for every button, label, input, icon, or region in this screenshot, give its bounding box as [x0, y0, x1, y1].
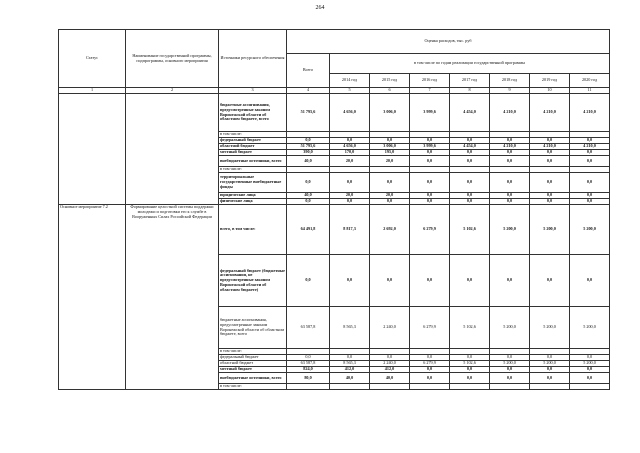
- page-number: 264: [315, 5, 325, 11]
- value-cell: 5 102,6: [450, 361, 490, 367]
- column-number: 9: [490, 88, 530, 94]
- value-cell: 20,0: [370, 156, 410, 167]
- value-cell: 0,0: [450, 355, 490, 361]
- value-cell: 5 102,6: [450, 307, 490, 349]
- value-cell: 4 210,0: [490, 94, 530, 132]
- value-cell: 63 587,8: [287, 307, 330, 349]
- value-cell: 0,0: [450, 173, 490, 193]
- value-cell: 0,0: [530, 193, 570, 199]
- value-cell: 51 795,6: [287, 94, 330, 132]
- value-cell: 170,0: [330, 150, 370, 156]
- column-number: 7: [410, 88, 450, 94]
- value-cell: 0,0: [570, 355, 610, 361]
- value-cell: 0,0: [450, 255, 490, 307]
- header-year: 2019 год: [530, 74, 570, 88]
- value-cell: 4 656,0: [330, 94, 370, 132]
- value-cell: 5 102,6: [450, 205, 490, 255]
- value-cell: 0,0: [287, 173, 330, 193]
- value-cell: 4 210,0: [570, 94, 610, 132]
- value-cell: 0,0: [410, 255, 450, 307]
- value-cell: [450, 384, 490, 390]
- value-cell: 0,0: [490, 193, 530, 199]
- value-cell: 390,0: [287, 150, 330, 156]
- value-cell: 3 999,6: [410, 144, 450, 150]
- source-label: в том числе:: [219, 167, 287, 173]
- value-cell: 0,0: [530, 199, 570, 205]
- value-cell: 0,0: [410, 193, 450, 199]
- value-cell: 20,0: [330, 193, 370, 199]
- value-cell: 0,0: [570, 173, 610, 193]
- source-label: в том числе:: [219, 349, 287, 355]
- source-label: местный бюджет: [219, 367, 287, 373]
- name-cell-empty: [126, 94, 219, 205]
- column-number: 3: [219, 88, 287, 94]
- value-cell: 412,0: [370, 367, 410, 373]
- value-cell: 0,0: [370, 255, 410, 307]
- source-label: федеральный бюджет: [219, 355, 287, 361]
- value-cell: 0,0: [410, 199, 450, 205]
- value-cell: 0,0: [490, 156, 530, 167]
- value-cell: 5 200,0: [570, 205, 610, 255]
- value-cell: 4 210,0: [570, 144, 610, 150]
- table-row: [59, 94, 610, 132]
- value-cell: 6 279,9: [410, 307, 450, 349]
- value-cell: 0,0: [450, 373, 490, 384]
- value-cell: 0,0: [287, 355, 330, 361]
- value-cell: 0,0: [330, 355, 370, 361]
- column-number: 5: [330, 88, 370, 94]
- value-cell: 195,0: [370, 150, 410, 156]
- source-label: местный бюджет: [219, 150, 287, 156]
- value-cell: 0,0: [410, 373, 450, 384]
- value-cell: 0,0: [450, 150, 490, 156]
- measure-name-cell: Формирование целостной системы поддержки молодежи и подготовки его к службе в Вооруженных Силах Российской Федерации: [126, 205, 219, 390]
- value-cell: 40,0: [287, 156, 330, 167]
- value-cell: 2 692,0: [370, 205, 410, 255]
- value-cell: 0,0: [490, 150, 530, 156]
- value-cell: 6 279,9: [410, 361, 450, 367]
- column-number: 6: [370, 88, 410, 94]
- value-cell: 412,0: [330, 367, 370, 373]
- value-cell: 0,0: [450, 156, 490, 167]
- value-cell: 4 210,0: [530, 94, 570, 132]
- source-label: в том числе:: [219, 384, 287, 390]
- column-number: 11: [570, 88, 610, 94]
- value-cell: [490, 384, 530, 390]
- header-year: 2017 год: [450, 74, 490, 88]
- value-cell: 0,0: [370, 173, 410, 193]
- value-cell: 20,0: [330, 156, 370, 167]
- value-cell: 5 200,0: [530, 205, 570, 255]
- header-year: 2015 год: [370, 74, 410, 88]
- value-cell: 63 587,8: [287, 361, 330, 367]
- value-cell: 0,0: [570, 367, 610, 373]
- source-label: бюджетные ассигнования, предусмотренные законом Воронежской области об областном бюджете, всего: [219, 307, 287, 349]
- value-cell: 3 006,0: [370, 144, 410, 150]
- value-cell: 0,0: [530, 367, 570, 373]
- source-label: федеральный бюджет (бюджетные ассигнования, не предусмотренные законом Воронежской области об областном бюджете): [219, 255, 287, 307]
- value-cell: 40,0: [330, 373, 370, 384]
- value-cell: [570, 384, 610, 390]
- value-cell: 5 200,0: [490, 205, 530, 255]
- value-cell: 80,0: [287, 373, 330, 384]
- column-number: 8: [450, 88, 490, 94]
- header-year: 2020 год: [570, 74, 610, 88]
- source-label: внебюджетные источники, всего: [219, 373, 287, 384]
- value-cell: 0,0: [410, 367, 450, 373]
- source-label: федеральный бюджет: [219, 138, 287, 144]
- value-cell: 824,0: [287, 367, 330, 373]
- value-cell: 0,0: [490, 367, 530, 373]
- value-cell: 0,0: [330, 255, 370, 307]
- source-label: в том числе:: [219, 132, 287, 138]
- value-cell: 0,0: [370, 355, 410, 361]
- value-cell: 0,0: [570, 199, 610, 205]
- value-cell: [330, 384, 370, 390]
- value-cell: [287, 384, 330, 390]
- value-cell: 0,0: [450, 193, 490, 199]
- value-cell: 20,0: [370, 193, 410, 199]
- value-cell: 0,0: [370, 138, 410, 144]
- value-cell: 0,0: [410, 138, 450, 144]
- value-cell: 2 240,0: [370, 361, 410, 367]
- value-cell: 5 200,0: [490, 307, 530, 349]
- column-number: 1: [59, 88, 126, 94]
- value-cell: 0,0: [490, 173, 530, 193]
- value-cell: 40,0: [287, 193, 330, 199]
- value-cell: 0,0: [330, 199, 370, 205]
- value-cell: 0,0: [410, 156, 450, 167]
- column-number: 10: [530, 88, 570, 94]
- header-name: Наименование государственной программы, подпрограммы, основного мероприятия: [126, 30, 219, 88]
- value-cell: 0,0: [287, 199, 330, 205]
- value-cell: 0,0: [530, 373, 570, 384]
- value-cell: 0,0: [450, 138, 490, 144]
- source-label: юридические лица: [219, 193, 287, 199]
- value-cell: 4 210,0: [530, 144, 570, 150]
- header-status: Статус: [59, 30, 126, 88]
- table-row: [59, 205, 610, 255]
- source-label: областной бюджет: [219, 144, 287, 150]
- header-estimate: Оценка расходов, тыс. руб: [287, 30, 610, 54]
- value-cell: 0,0: [570, 150, 610, 156]
- value-cell: 0,0: [490, 199, 530, 205]
- column-number: 2: [126, 88, 219, 94]
- value-cell: 0,0: [410, 355, 450, 361]
- value-cell: 5 200,0: [570, 361, 610, 367]
- header-year: 2014 год: [330, 74, 370, 88]
- value-cell: 0,0: [530, 173, 570, 193]
- value-cell: 0,0: [530, 138, 570, 144]
- header-year: 2018 год: [490, 74, 530, 88]
- value-cell: [530, 384, 570, 390]
- value-cell: 40,0: [370, 373, 410, 384]
- column-number: 4: [287, 88, 330, 94]
- budget-table: [58, 29, 610, 390]
- value-cell: 0,0: [530, 355, 570, 361]
- source-label: физические лица: [219, 199, 287, 205]
- value-cell: 5 200,0: [570, 307, 610, 349]
- value-cell: 8 565,3: [330, 361, 370, 367]
- source-label: всего, в том числе:: [219, 205, 287, 255]
- value-cell: 0,0: [410, 173, 450, 193]
- value-cell: 5 200,0: [490, 361, 530, 367]
- value-cell: 2 240,0: [370, 307, 410, 349]
- value-cell: 0,0: [410, 150, 450, 156]
- value-cell: 51 795,6: [287, 144, 330, 150]
- value-cell: 0,0: [570, 156, 610, 167]
- value-cell: 8 817,3: [330, 205, 370, 255]
- value-cell: 4 454,0: [450, 94, 490, 132]
- source-label: внебюджетные источники, всего: [219, 156, 287, 167]
- value-cell: 0,0: [530, 156, 570, 167]
- value-cell: 0,0: [530, 255, 570, 307]
- value-cell: 0,0: [287, 138, 330, 144]
- value-cell: 3 999,6: [410, 94, 450, 132]
- value-cell: [370, 384, 410, 390]
- value-cell: [410, 384, 450, 390]
- value-cell: 0,0: [490, 138, 530, 144]
- value-cell: 0,0: [370, 199, 410, 205]
- value-cell: 8 565,3: [330, 307, 370, 349]
- value-cell: 0,0: [570, 255, 610, 307]
- value-cell: 0,0: [330, 173, 370, 193]
- value-cell: 4 210,0: [490, 144, 530, 150]
- value-cell: 4 454,0: [450, 144, 490, 150]
- value-cell: 0,0: [570, 138, 610, 144]
- header-source: Источники ресурсного обеспечения: [219, 30, 287, 88]
- value-cell: 0,0: [330, 138, 370, 144]
- value-cell: 0,0: [490, 355, 530, 361]
- source-label: территориальные государственные внебюджетные фонды: [219, 173, 287, 193]
- value-cell: 6 279,9: [410, 205, 450, 255]
- value-cell: 5 200,0: [530, 307, 570, 349]
- header-by-years: в том числе по годам реализации государственной программы: [330, 54, 610, 74]
- value-cell: 0,0: [570, 193, 610, 199]
- value-cell: 0,0: [287, 255, 330, 307]
- header-total: Всего: [287, 54, 330, 88]
- value-cell: 0,0: [490, 255, 530, 307]
- status-cell-empty: [59, 94, 126, 205]
- value-cell: 0,0: [570, 373, 610, 384]
- status-cell: Основное мероприятие 7.2: [59, 205, 126, 390]
- value-cell: 0,0: [450, 367, 490, 373]
- value-cell: 64 491,8: [287, 205, 330, 255]
- value-cell: 0,0: [450, 199, 490, 205]
- value-cell: 4 656,0: [330, 144, 370, 150]
- source-label: бюджетные ассигнования, предусмотренные законом Воронежской области об областном бюджете, всего: [219, 94, 287, 132]
- source-label: областной бюджет: [219, 361, 287, 367]
- header-year: 2016 год: [410, 74, 450, 88]
- value-cell: 0,0: [530, 150, 570, 156]
- value-cell: 0,0: [490, 373, 530, 384]
- value-cell: 5 200,0: [530, 361, 570, 367]
- value-cell: 3 006,0: [370, 94, 410, 132]
